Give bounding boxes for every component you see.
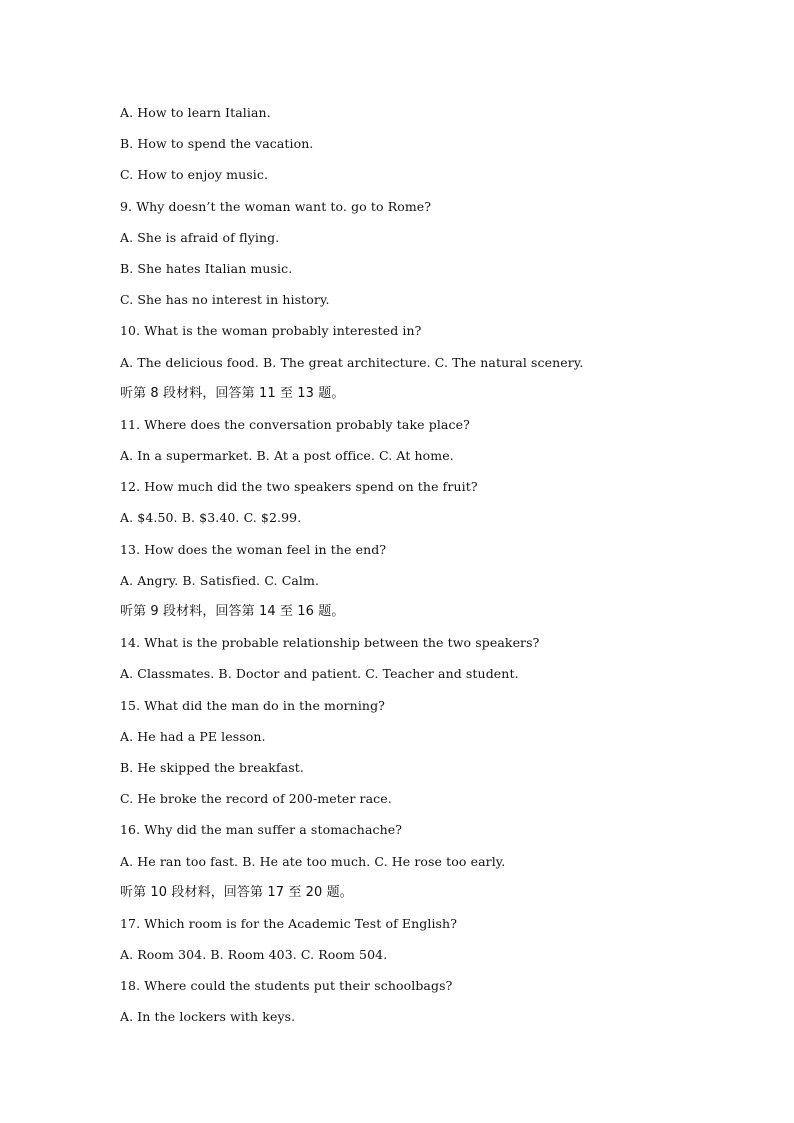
question-line: 18. Where could the students put their schoolbags? [120, 978, 453, 994]
option-line: A. Classmates. B. Doctor and patient. C. Teacher and student. [120, 666, 519, 682]
option-line: B. He skipped the breakfast. [120, 759, 304, 775]
question-line: 9. Why doesn’t the woman want to. go to Rome? [120, 198, 432, 214]
option-line: A. In a supermarket. B. At a post office. C. At home. [120, 448, 454, 464]
option-line: B. How to spend the vacation. [120, 136, 314, 152]
option-line: A. Angry. B. Satisfied. C. Calm. [120, 572, 320, 588]
section-heading: 听第 8 段材料，回答第 11 至 13 题。 [120, 385, 345, 401]
section-heading: 听第 9 段材料，回答第 14 至 16 题。 [120, 604, 345, 619]
question-line: 14. What is the probable relationship between the two speakers? [120, 635, 540, 651]
option-line: A. She is afraid of flying. [120, 229, 280, 245]
question-line: 12. How much did the two speakers spend on the fruit? [120, 479, 478, 495]
option-line: A. He ran too fast. B. He ate too much. C. He rose too early. [120, 853, 506, 869]
option-line: C. How to enjoy music. [120, 167, 269, 183]
section-heading: 听第 10 段材料，回答第 17 至 20 题。 [120, 884, 353, 900]
question-line: 17. Which room is for the Academic Test of English? [120, 915, 458, 931]
question-line: 13. How does the woman feel in the end? [120, 541, 387, 557]
question-line: 16. Why did the man suffer a stomachache? [120, 822, 403, 838]
option-line: A. How to learn Italian. [120, 105, 271, 120]
option-line: B. She hates Italian music. [120, 260, 293, 276]
option-line: A. $4.50. B. $3.40. C. $2.99. [120, 510, 302, 526]
option-line: A. Room 304. B. Room 403. C. Room 504. [120, 947, 388, 963]
option-line: A. The delicious food. B. The great architecture. C. The natural scenery. [120, 354, 584, 370]
question-line: 10. What is the woman probably interested in? [120, 323, 422, 339]
question-line: 15. What did the man do in the morning? [120, 697, 385, 713]
option-line: A. He had a PE lesson. [120, 728, 266, 744]
option-line: A. In the lockers with keys. [120, 1009, 296, 1025]
option-line: C. He broke the record of 200-meter race. [120, 791, 392, 807]
option-line: C. She has no interest in history. [120, 292, 330, 308]
exam-text-body [120, 103, 760, 1039]
question-line: 11. Where does the conversation probably take place? [120, 416, 470, 432]
